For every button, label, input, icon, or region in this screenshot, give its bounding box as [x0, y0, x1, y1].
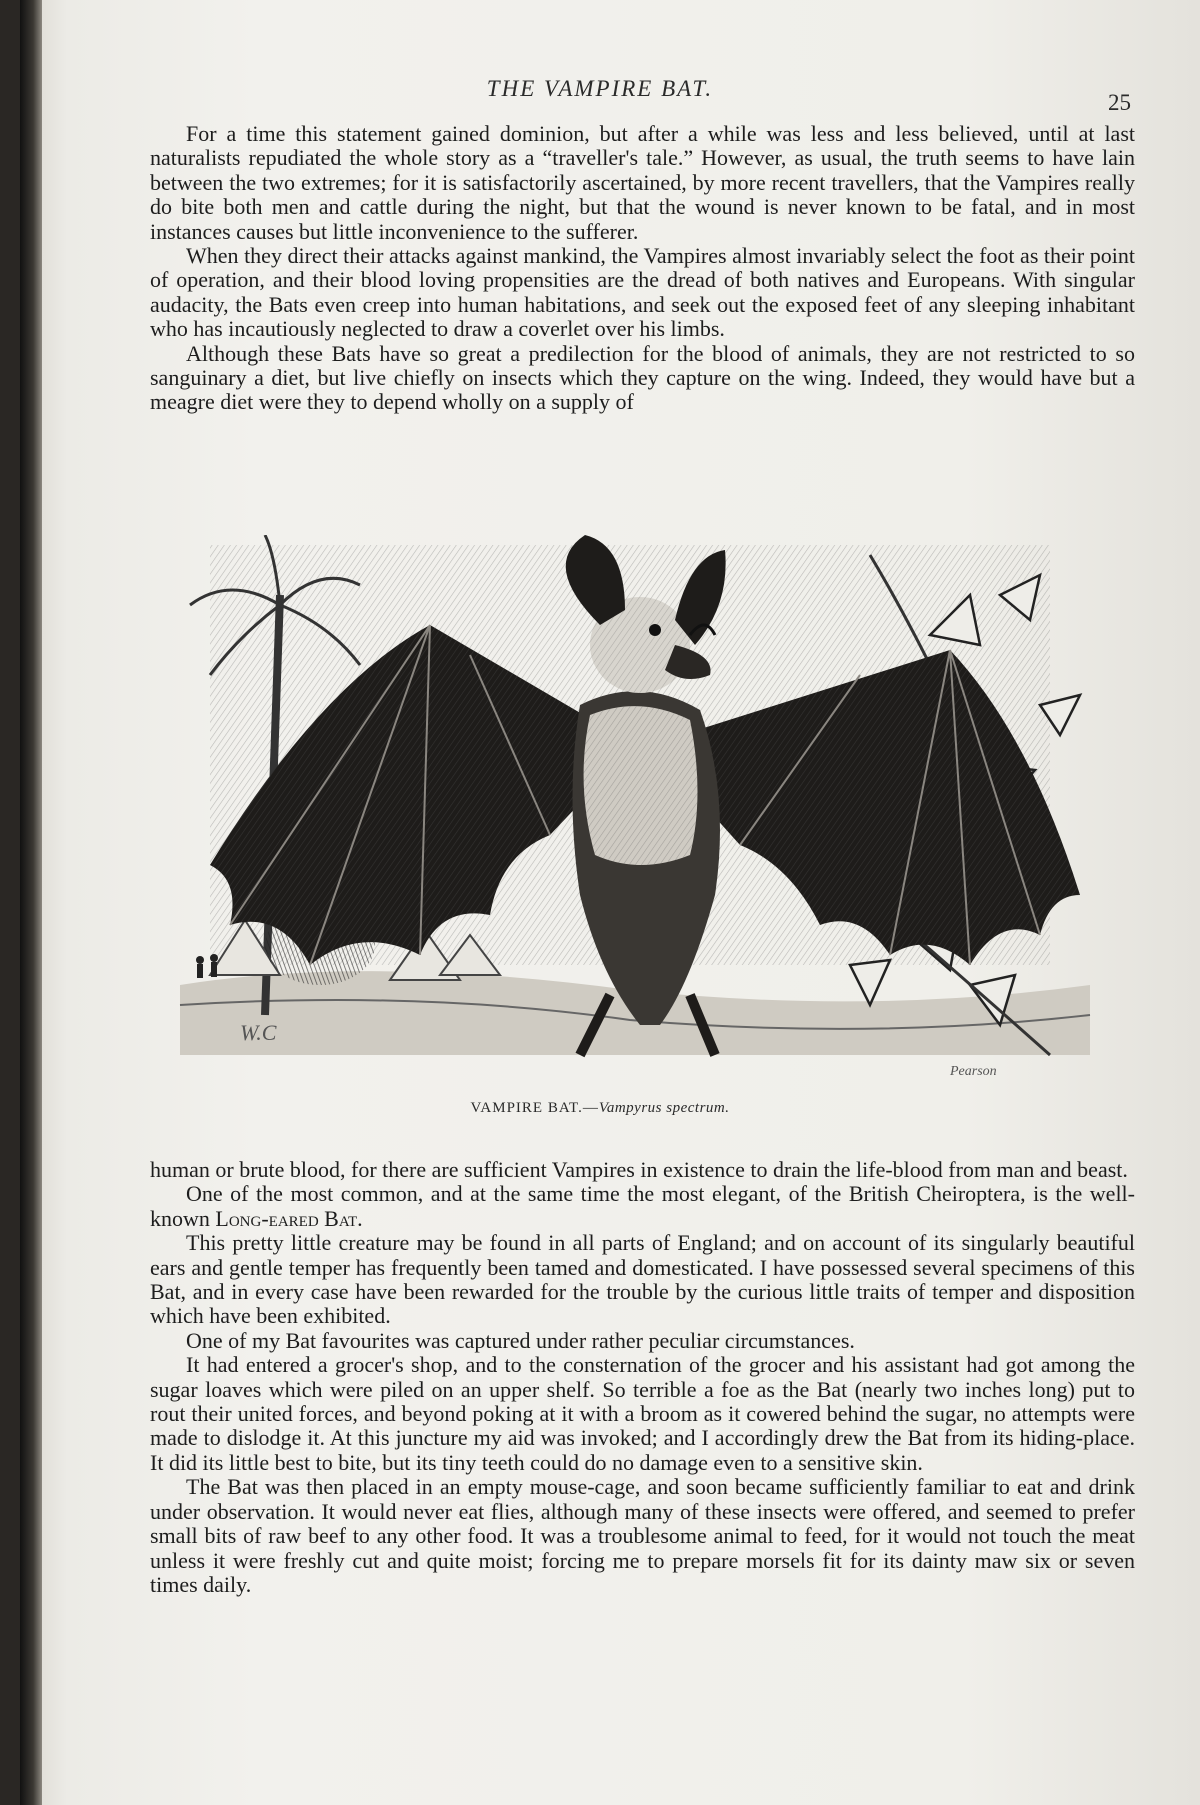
paragraph: When they direct their attacks against mankind, the Vampires almost invariably select the foot as their point of operation, and their blood loving propensities are the dread of both natives and Europeans. With singular audacity, the Bats even creep into human habitations, and seek out the exposed feet of any sleeping inhabitant who has incautiously neglected to draw a coverlet over his limbs.	[150, 243, 1135, 342]
paragraph: One of my Bat favourites was captured under rather peculiar circumstances.	[186, 1327, 855, 1353]
svg-text:W.C: W.C	[240, 1020, 277, 1045]
paragraph-text: One of the most common, and at the same time the most elegant, of the British Cheiroptera, is the well-known	[150, 1181, 1135, 1231]
paragraph: It had entered a grocer's shop, and to the consternation of the grocer and his assistant had got among the sugar loaves which were piled on an upper shelf. So terrible a foe as the Bat (nearly two inches long) put to rout their united forces, and beyond poking at it with a broom as it cowered behind the sugar, no attempts were made to dislodge it. At this juncture my aid was invoked; and I accordingly drew the Bat from its hiding-place. It did its little best to bite, but its tiny teeth could do no damage even to a sensitive skin.	[150, 1352, 1135, 1475]
paragraph: This pretty little creature may be found in all parts of England; and on account of its singularly beautiful ears and gentle temper has frequently been tamed and domesticated. I have possessed several specimens of this Bat, and in every case have been rewarded for the trouble by the curious little traits of temper and disposition which have been exhibited.	[150, 1230, 1135, 1329]
bat-illustration-icon	[170, 535, 1100, 1095]
caption-main: VAMPIRE BAT.—	[470, 1100, 599, 1116]
bottom-text-block	[150, 1158, 1135, 1597]
caption-latin: Vampyrus spectrum.	[598, 1100, 730, 1116]
binding-shadow	[20, 0, 42, 1805]
top-text-block	[150, 122, 1135, 415]
paragraph: Although these Bats have so great a predilection for the blood of animals, they are not restricted to so sanguinary a diet, but live chiefly on insects which they capture on the wing. Indeed, they would have but a meagre diet were they to depend wholly on a supply of	[150, 340, 1135, 415]
paragraph-text: .	[357, 1205, 363, 1231]
running-head: THE VAMPIRE BAT.	[486, 76, 714, 101]
paragraph: The Bat was then placed in an empty mouse-cage, and soon became sufficiently familiar to eat and drink under observation. It would never eat flies, although many of these insects were offered, and seemed to prefer small bits of raw beef to any other food. It was a troublesome animal to feed, for it would not touch the meat unless it were freshly cut and quite moist; forcing me to prepare morsels fit for its dainty maw six or seven times daily.	[150, 1474, 1135, 1597]
long-eared-bat-term: Long-eared Bat	[215, 1205, 358, 1231]
paragraph	[150, 1182, 1135, 1231]
page-number: 25	[1108, 90, 1131, 115]
figure-caption	[0, 1100, 1200, 1117]
paragraph: human or brute blood, for there are sufficient Vampires in existence to drain the life-blood from man and beast.	[150, 1157, 1128, 1182]
paragraph: For a time this statement gained dominion, but after a while was less and less believed, until at last naturalists repudiated the whole story as a “traveller's tale.” However, as usual, the truth seems to have lain between the two extremes; for it is satisfactorily ascertained, by more recent travellers, that the Vampires really do bite both men and cattle during the night, but that the wound is never known to be fatal, and in most instances causes but little inconvenience to the sufferer.	[150, 121, 1135, 244]
svg-text:Pearson: Pearson	[950, 1064, 997, 1079]
vampire-bat-engraving	[170, 535, 1100, 1095]
